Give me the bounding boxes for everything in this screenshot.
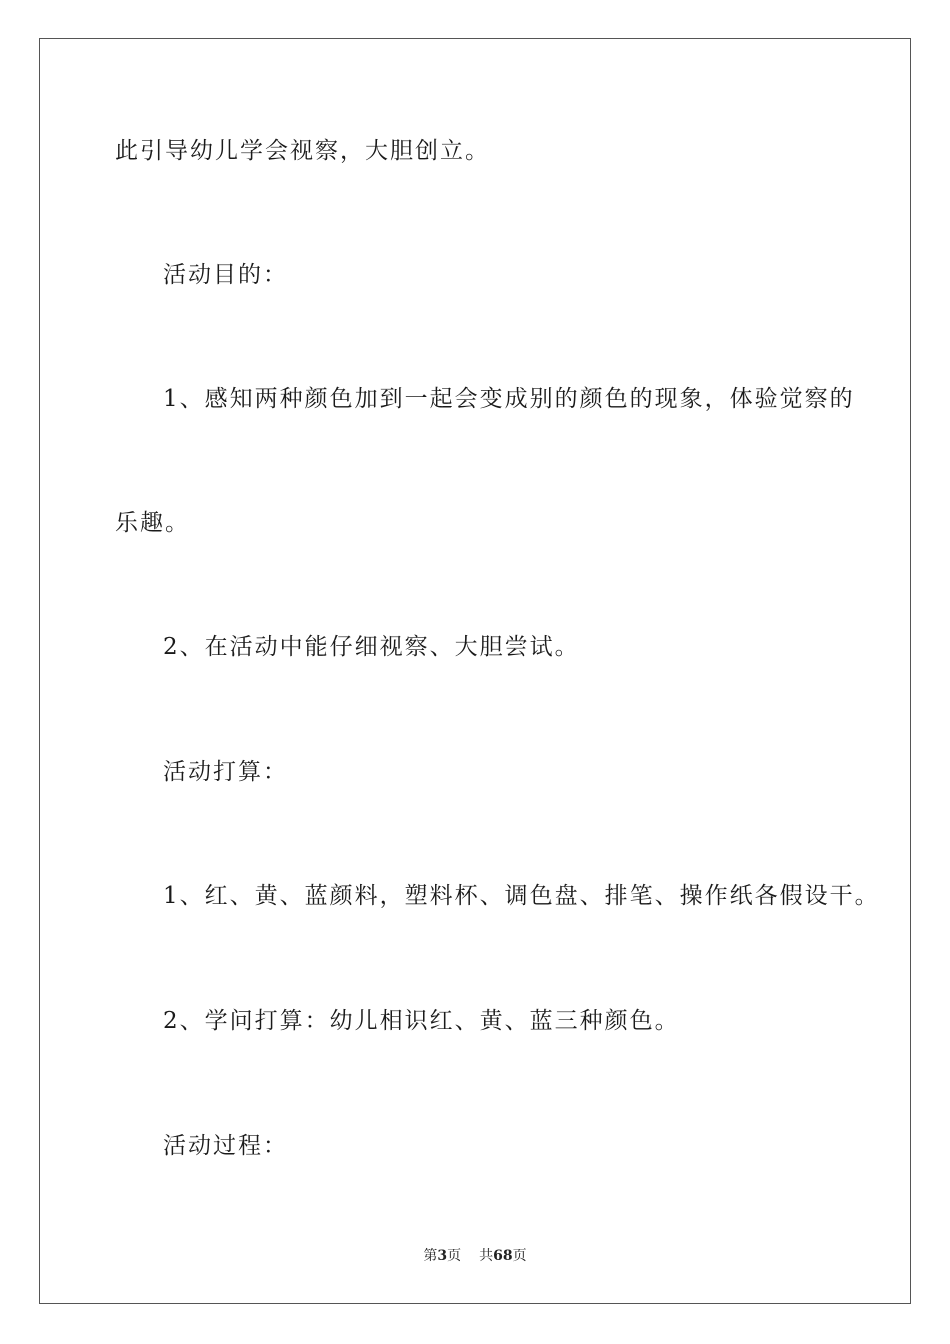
heading-activity-process: 活动过程： [163,1133,288,1159]
paragraph-continuation: 此引导幼儿学会视察，大胆创立。 [115,138,490,164]
goal-item-1: 1、感知两种颜色加到一起会变成别的颜色的现象，体验觉察的 [163,386,855,412]
page-footer [0,1246,950,1266]
heading-activity-preparation: 活动打算： [163,759,288,785]
footer-total-prefix: 共 [479,1248,494,1264]
preparation-item-2: 2、学问打算：幼儿相识红、黄、蓝三种颜色。 [163,1008,680,1034]
goal-item-1-continuation: 乐趣。 [115,510,190,536]
footer-page-prefix: 第 [423,1248,438,1264]
goal-item-2: 2、在活动中能仔细视察、大胆尝试。 [163,634,580,660]
footer-total-suffix: 页 [512,1248,527,1264]
footer-total-pages: 68 [493,1248,513,1264]
preparation-item-1: 1、红、黄、蓝颜料，塑料杯、调色盘、排笔、操作纸各假设干。 [163,883,880,909]
heading-activity-goals: 活动目的： [163,262,288,288]
page-border [39,38,911,1304]
footer-page-suffix: 页 [447,1248,462,1264]
footer-page-number: 3 [437,1248,448,1264]
